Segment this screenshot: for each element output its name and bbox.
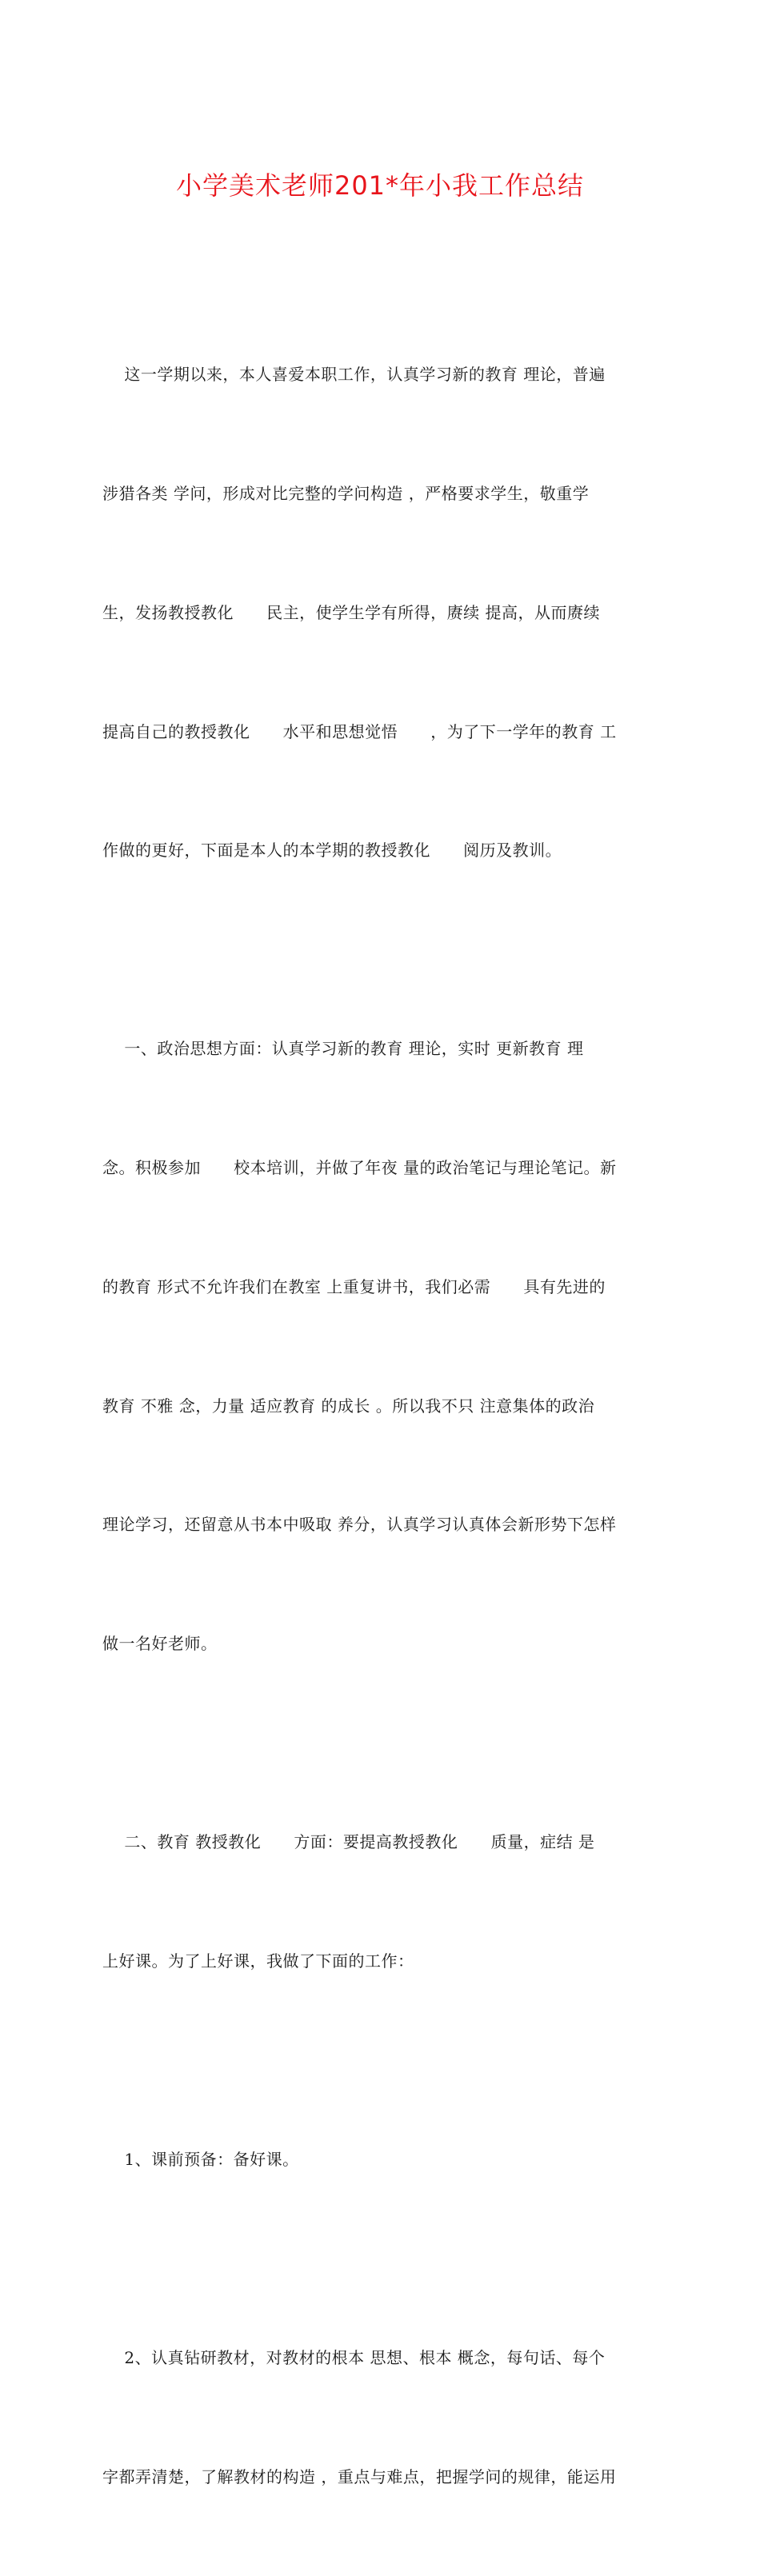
text-line: 教育 不雅 念，力量 适应教育 的成长 。所以我不只 注意集体的政治 [102, 1396, 595, 1416]
text-line: 1、课前预备：备好课。 [102, 2149, 299, 2169]
document-body [102, 276, 666, 2576]
text-line: 作做的更好，下面是本人的本学期的教授教化 阅历及教训。 [102, 841, 562, 861]
text-line: 生，发扬教授教化 民主，使学生学有所得，赓续 提高，从而赓续 [102, 602, 601, 622]
text-line: 做一名好老师。 [102, 1634, 218, 1654]
text-line: 字都弄清楚，了解教材的构造 ，重点与难点，把握学问的规律，能运用 [102, 2466, 617, 2486]
text-line: 涉猎各类 学问，形成对比完整的学问构造 ，严格要求学生，敬重学 [102, 483, 590, 503]
paragraph-study-materials [102, 2259, 666, 2576]
text-line: 上好课。为了上好课，我做了下面的工作： [102, 1951, 414, 1971]
text-line: 这一学期以来，本人喜爱本职工作，认真学习新的教育 理论，普遍 [102, 365, 606, 385]
text-line: 2、认真钻研教材，对教材的根本 思想、根本 概念，每句话、每个 [102, 2347, 606, 2367]
paragraph-political-thought [102, 950, 666, 1743]
text-line: 提高自己的教授教化 水平和思想觉悟 ，为了下一学年的教育 工 [102, 721, 617, 741]
document-title: 小学美术老师201*年小我工作总结 [175, 170, 585, 201]
paragraph-lesson-prep [102, 2061, 666, 2259]
paragraph-intro [102, 276, 666, 950]
text-line: 念。积极参加 校本培训，并做了年夜 量的政治笔记与理论笔记。新 [102, 1158, 617, 1178]
text-line: 的教育 形式不允许我们在教室 上重复讲书，我们必需 具有先进的 [102, 1276, 606, 1296]
text-line: 二、教育 教授教化 方面：要提高教授教化 质量，症结 是 [102, 1832, 595, 1852]
text-line: 一、政治思想方面：认真学习新的教育 理论，实时 更新教育 理 [102, 1039, 584, 1059]
paragraph-teaching [102, 1743, 666, 2061]
text-line: 理论学习，还留意从书本中吸取 养分，认真学习认真体会新形势下怎样 [102, 1515, 617, 1535]
